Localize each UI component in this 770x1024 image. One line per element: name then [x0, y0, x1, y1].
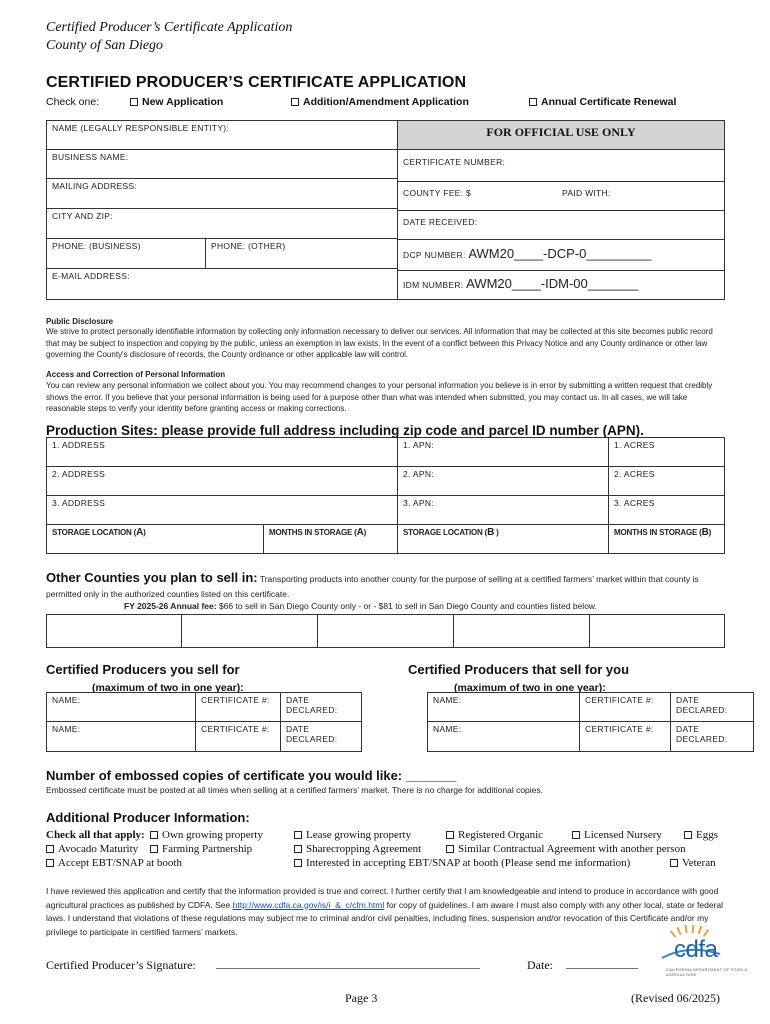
phone-other-field[interactable]: [205, 238, 398, 269]
option-label: Farming Partnership: [162, 843, 253, 855]
checkbox-icon[interactable]: [446, 845, 454, 853]
address-1-field[interactable]: [46, 437, 398, 467]
cdfa-logo-subtext: CALIFORNIA DEPARTMENT OF FOOD & AGRICULTURE: [666, 967, 748, 977]
checkbox-icon[interactable]: [150, 845, 158, 853]
new-application-option[interactable]: [130, 96, 223, 108]
option-label: Annual Certificate Renewal: [541, 96, 677, 108]
production-sites-title: Production Sites: please provide full address including zip code and parcel ID number (APN).: [46, 423, 644, 438]
option-label: Veteran: [682, 857, 716, 869]
letter-a: A: [136, 527, 144, 538]
access-correction-text: You can review any personal information we collect about you. You may recommend changes to your personal information you believe is in error by submitting a written request that credibly shows the error. If you believe that your personal information is being used for a purpose other than what was intended when submitted, you may contact us. In all cases, we will take reasonable steps to verify your identity before granting access or making corrections.: [46, 381, 713, 413]
field-label: IDM NUMBER:: [403, 280, 464, 290]
field-label: DATE DECLARED:: [676, 724, 728, 744]
licensed-nursery-option[interactable]: [572, 828, 662, 842]
annual-fee-line: [124, 601, 597, 611]
field-label: MONTHS IN STORAGE (: [269, 528, 357, 537]
field-label: NAME:: [52, 724, 81, 734]
other-counties-section: [46, 570, 726, 602]
field-label-close: ): [494, 528, 499, 537]
letter-a: A: [356, 527, 364, 538]
city-zip-field[interactable]: [46, 208, 398, 239]
sell-for-date-1[interactable]: [280, 692, 362, 722]
checkbox-icon[interactable]: [130, 98, 138, 106]
date-received-field: [397, 210, 725, 240]
business-name-field[interactable]: [46, 149, 398, 179]
interested-ebt-option[interactable]: [294, 856, 630, 870]
checkbox-icon[interactable]: [291, 98, 299, 106]
field-label: 2. APN:: [403, 469, 434, 479]
sell-you-name-1[interactable]: [427, 692, 580, 722]
field-label: DATE DECLARED:: [286, 695, 338, 715]
field-label: 3. APN:: [403, 498, 434, 508]
field-label: NAME:: [433, 724, 462, 734]
sell-for-cert-2[interactable]: [195, 721, 281, 752]
option-label: Accept EBT/SNAP at booth: [58, 857, 182, 869]
field-label: MAILING ADDRESS:: [52, 181, 138, 191]
checkbox-icon[interactable]: [529, 98, 537, 106]
accept-ebt-option[interactable]: [46, 857, 182, 869]
field-label: CERTIFICATE #:: [201, 724, 270, 734]
checkbox-icon[interactable]: [670, 859, 678, 867]
sell-for-name-2[interactable]: [46, 721, 196, 752]
sell-you-cert-2[interactable]: [579, 721, 671, 752]
county-field-5[interactable]: [589, 614, 725, 648]
field-label: 1. APN:: [403, 440, 434, 450]
county-field-1[interactable]: [46, 614, 182, 648]
option-label: Registered Organic: [458, 829, 544, 841]
checkbox-icon[interactable]: [46, 859, 54, 867]
storage-location-a-field[interactable]: [46, 524, 264, 554]
field-label: MONTHS IN STORAGE (: [614, 528, 702, 537]
cdfa-logo: [658, 924, 758, 980]
field-label: PHONE: (OTHER): [211, 241, 286, 251]
paid-with-label: PAID WITH:: [562, 188, 611, 198]
similar-agreement-option[interactable]: [446, 842, 686, 856]
header-line-1: Certified Producer’s Certificate Application: [46, 20, 293, 35]
revised-date: (Revised 06/2025): [631, 991, 720, 1005]
option-label: Eggs: [696, 829, 718, 841]
field-label: CERTIFICATE #:: [585, 695, 654, 705]
sell-you-cert-1[interactable]: [579, 692, 671, 722]
field-label: NAME:: [52, 695, 81, 705]
avocado-option[interactable]: [46, 843, 138, 855]
field-label: 2. ADDRESS: [52, 469, 106, 479]
checkbox-icon[interactable]: [684, 831, 692, 839]
address-2-field[interactable]: [46, 466, 398, 496]
phone-business-field[interactable]: [46, 238, 206, 269]
certificate-number-field: [397, 149, 725, 182]
months-storage-b-field[interactable]: [608, 524, 725, 554]
sell-you-date-2[interactable]: [670, 721, 754, 752]
checkbox-icon[interactable]: [572, 831, 580, 839]
storage-location-b-field[interactable]: [397, 524, 609, 554]
checkbox-icon[interactable]: [294, 845, 302, 853]
veteran-option[interactable]: [670, 856, 716, 870]
annual-fee-text: $66 to sell in San Diego County only - or - $81 to sell in San Diego County and counties listed below.: [216, 601, 597, 611]
field-label: CITY AND ZIP:: [52, 211, 113, 221]
signature-label: Certified Producer’s Signature:: [46, 958, 196, 972]
field-label-close: ): [143, 528, 146, 537]
field-label: COUNTY FEE: $: [403, 188, 471, 198]
check-one-label: Check one:: [46, 96, 100, 108]
field-label: CERTIFICATE NUMBER:: [403, 157, 506, 167]
date-label: Date:: [527, 958, 553, 972]
sell-you-name-2[interactable]: [427, 721, 580, 752]
checkbox-icon[interactable]: [46, 845, 54, 853]
county-fee-field: [397, 181, 725, 211]
embossed-copies-text: Embossed certificate must be posted at all times when selling at a certified farmers’ market. There is no charge for additional copies.: [46, 785, 544, 795]
checkbox-icon[interactable]: [150, 831, 158, 839]
checkbox-icon[interactable]: [294, 859, 302, 867]
option-label: Licensed Nursery: [584, 829, 662, 841]
official-use-header: FOR OFFICIAL USE ONLY: [397, 120, 725, 150]
county-field-4[interactable]: [453, 614, 590, 648]
field-label: NAME:: [433, 695, 462, 705]
field-label-close: ): [363, 528, 367, 537]
field-label: DATE RECEIVED:: [403, 217, 478, 227]
eggs-option[interactable]: [684, 828, 718, 842]
annual-fee-label: FY 2025-26 Annual fee:: [124, 601, 217, 611]
letter-b: B: [487, 527, 495, 538]
other-counties-text: Transporting products into another county for the purpose of selling at a certified farmers’ market within that county is permitted only in the authorized counties listed on this certificate.: [46, 574, 699, 599]
guidelines-link[interactable]: http://www.cdfa.ca.gov/is/i_&_c/cfm.html: [232, 899, 385, 910]
county-field-2[interactable]: [181, 614, 318, 648]
additional-info-checks: [46, 828, 746, 870]
signature-line[interactable]: ____________________________________________: [216, 956, 480, 970]
option-label: Lease growing property: [306, 829, 412, 841]
registered-organic-option[interactable]: [446, 828, 543, 842]
field-label: BUSINESS NAME:: [52, 152, 129, 162]
option-label: Addition/Amendment Application: [303, 96, 469, 108]
address-3-field[interactable]: [46, 495, 398, 525]
date-line[interactable]: ____________: [566, 956, 638, 970]
header-line-2: County of San Diego: [46, 38, 164, 53]
dcp-value: AWM20____-DCP-0_________: [468, 246, 652, 261]
apn-1-field[interactable]: [397, 437, 609, 467]
certification-text-1: I have reviewed this application and certify that the information provided is true and correct. I further certify that I am knowledgeable and intend to produce in accordance with good agricultural practices as published by CDFA. See: [46, 886, 719, 910]
sell-for-title: Certified Producers you sell for: [46, 662, 240, 677]
field-label: DATE DECLARED:: [286, 724, 338, 744]
option-label: Sharecropping Agreement: [306, 843, 422, 855]
sell-you-title: Certified Producers that sell for you: [408, 662, 630, 677]
option-label: Avocado Maturity: [58, 843, 139, 855]
sell-for-date-2[interactable]: [280, 721, 362, 752]
certification-text-2: for copy of guidelines. I am aware I must also comply with any other local, state or federal laws. I understand that violations of these regulations may subject me to criminal and/or civil penalties, including fines, suspension and/or revocation of this Certificate and/or my privilege to participate in certified farmers’ markets.: [46, 899, 724, 937]
own-property-option[interactable]: [150, 828, 263, 842]
field-label: CERTIFICATE #:: [585, 724, 654, 734]
field-label: STORAGE LOCATION (: [52, 528, 137, 537]
idm-number-field: [397, 270, 725, 300]
checkbox-icon[interactable]: [446, 831, 454, 839]
option-label: New Application: [142, 96, 224, 108]
option-label: Similar Contractual Agreement with another person: [458, 843, 686, 855]
name-field[interactable]: [46, 120, 398, 150]
acres-1-field[interactable]: [608, 437, 725, 467]
amendment-application-option[interactable]: [291, 96, 469, 108]
field-label: 3. ADDRESS: [52, 498, 106, 508]
acres-2-field[interactable]: [608, 466, 725, 496]
months-storage-a-field[interactable]: [263, 524, 398, 554]
option-label: Interested in accepting EBT/SNAP at booth (Please send me information): [306, 857, 631, 869]
field-label: DATE DECLARED:: [676, 695, 728, 715]
field-label: DCP NUMBER:: [403, 250, 466, 260]
field-label: E-MAIL ADDRESS:: [52, 271, 130, 281]
sell-you-subtitle: (maximum of two in one year):: [454, 682, 606, 694]
field-label: 1. ACRES: [614, 440, 655, 450]
access-correction-title: Access and Correction of Personal Information: [46, 370, 226, 379]
annual-renewal-option[interactable]: [529, 96, 676, 108]
sell-for-subtitle: (maximum of two in one year):: [92, 682, 244, 694]
field-label: 3. ACRES: [614, 498, 655, 508]
apn-3-field[interactable]: [397, 495, 609, 525]
lease-property-option[interactable]: [294, 828, 411, 842]
sell-you-date-1[interactable]: [670, 692, 754, 722]
county-field-3[interactable]: [317, 614, 454, 648]
public-disclosure-title: Public Disclosure: [46, 317, 114, 326]
acres-3-field[interactable]: [608, 495, 725, 525]
field-label: PHONE: (BUSINESS): [52, 241, 141, 251]
embossed-copies-title: Number of embossed copies of certificate you would like: _______: [46, 768, 457, 783]
certification-text: [46, 885, 726, 939]
field-label-close: ): [708, 528, 712, 537]
other-counties-title: Other Counties you plan to sell in:: [46, 570, 258, 585]
mailing-address-field[interactable]: [46, 178, 398, 209]
field-label: STORAGE LOCATION (: [403, 528, 488, 537]
public-disclosure-text: We strive to protect personally identifiable information by collecting only information necessary to deliver our services. All information that may be collected at this site becomes public record that may be subject to inspection and copying by the public, unless an exemption in law exists. In the event of a conflict between this Privacy Notice and any County ordinance or other law governing the County's disclosure of records, the County ordinance or other applicable law will control.: [46, 327, 713, 359]
apn-2-field[interactable]: [397, 466, 609, 496]
page-number: Page 3: [345, 991, 378, 1005]
field-label: 1. ADDRESS: [52, 440, 106, 450]
page-title: CERTIFIED PRODUCER’S CERTIFICATE APPLICATION: [46, 74, 467, 91]
farming-partnership-option[interactable]: [150, 842, 252, 856]
option-label: Own growing property: [162, 829, 263, 841]
email-field[interactable]: [46, 268, 398, 300]
checkbox-icon[interactable]: [294, 831, 302, 839]
check-all-label: Check all that apply:: [46, 829, 145, 841]
idm-value: AWM20____-IDM-00_______: [466, 276, 639, 291]
letter-b: B: [701, 527, 709, 538]
field-label: NAME (LEGALLY RESPONSIBLE ENTITY):: [52, 123, 230, 133]
field-label: 2. ACRES: [614, 469, 655, 479]
dcp-number-field: [397, 239, 725, 271]
additional-info-title: Additional Producer Information:: [46, 810, 250, 825]
cdfa-logo-text: cdfa: [674, 936, 718, 963]
field-label: CERTIFICATE #:: [201, 695, 270, 705]
sell-for-name-1[interactable]: [46, 692, 196, 722]
sell-for-cert-1[interactable]: [195, 692, 281, 722]
sharecropping-option[interactable]: [294, 842, 421, 856]
